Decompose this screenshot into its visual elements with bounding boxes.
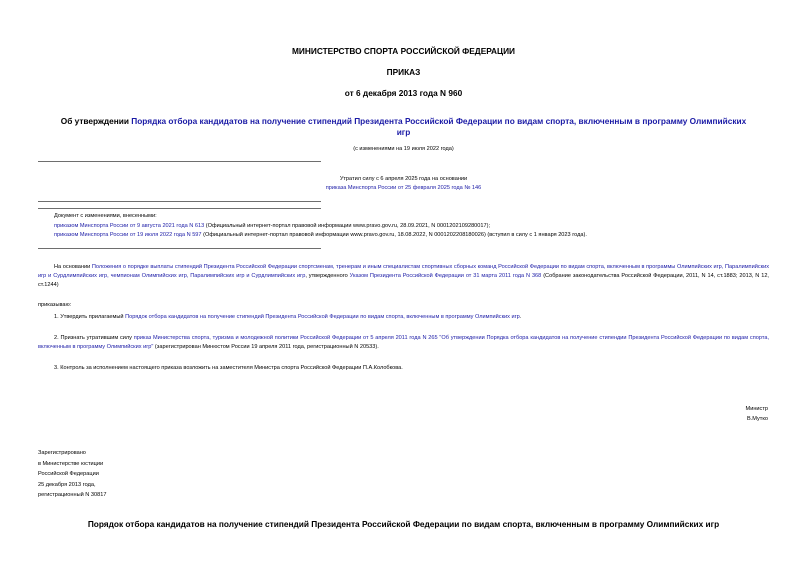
preamble-start: На основании [54,264,92,270]
preamble-regulation-link[interactable]: Положения о порядке выплаты стипендий Президента Российской Федерации спортсменам, тренерам и иным специалистам спортивных сборных команд Российской Федерации по видам спорта, включенным в программы Олимпийских игр, Паралимпийских игр и Сурдлимпийских игр, чемпионам Олимпийских игр, Паралимпийских игр и Сурдлимпийских игр [38,264,769,279]
preamble-paragraph [38,263,769,290]
divider-rule [38,201,321,202]
date-number-heading: от 6 декабря 2013 года N 960 [344,88,463,98]
item-2-link[interactable]: приказ Министерства спорта, туризма и молодежной политики Российской Федерации от 5 апреля 2011 года N 265 "Об утверждении Порядка отбора кандидатов на получение стипендии Президента Российской Федерации по видам спорта, включенным в программу Олимпийских игр" [38,335,770,350]
signature-name: В.Мутко [747,416,768,422]
ministry-heading: МИНИСТЕРСТВО СПОРТА РОССИЙСКОЙ ФЕДЕРАЦИИ [291,46,516,56]
item-1 [54,313,769,322]
item-2-end: (зарегистрирован Минюстом России 19 апреля 2011 года, регистрационный N 20533). [153,344,379,350]
item-1-start: 1. Утвердить прилагаемый [54,314,126,320]
amendment-note: (с изменениями на 19 июля 2022 года) [353,146,454,152]
signature-position: Министр [745,406,768,412]
change-item-2 [54,232,769,240]
change-item-2-text: (Официальный интернет-портал правовой информации www.pravo.gov.ru, 18.08.2022, N 0001202208180026) (вступил в силу с 1 января 2023 года). [201,231,587,238]
change-item-1 [54,223,769,231]
divider-rule [38,248,321,249]
divider-rule [38,208,321,209]
divider-rule [38,161,321,162]
document-title [60,116,747,138]
title-prefix: Об утверждении [60,116,132,126]
changes-block [54,213,769,239]
expired-note: Утратил силу с 6 апреля 2025 года на основании [339,176,468,182]
appendix-title: Порядок отбора кандидатов на получение стипендий Президента Российской Федерации по видам спорта, включенным в программу Олимпийских игр [87,519,720,529]
doc-type-heading: ПРИКАЗ [386,67,421,77]
expired-note-link-row [0,185,807,193]
preamble-end: (Собрание законодательства Российской Федерации, 2011, N 14, ст.1883; 2013, N 12, ст.1244) [38,273,769,288]
registration-line-3: Российской Федерации [38,471,99,477]
changes-intro: Документ с изменениями, внесенными: [54,213,157,219]
item-3: 3. Контроль за исполнением настоящего приказа возложить на заместителя Министра спорта Российской Федерации П.А.Колобкова. [54,365,403,371]
registration-line-5: регистрационный N 30817 [38,492,107,498]
preamble-decree-link[interactable]: Указом Президента Российской Федерации от 31 марта 2011 года N 368 [349,273,542,279]
item-1-end: . [519,314,522,320]
registration-line-4: 25 декабря 2013 года, [38,481,96,488]
preamble-mid: , утвержденного [305,273,350,279]
order-word: приказываю: [38,302,72,308]
registration-line-2: в Министерстве юстиции [38,460,104,467]
registration-line-1: Зарегистрировано [38,450,86,456]
expired-order-link[interactable]: приказа Минспорта России от 25 февраля 2025 года № 146 [325,185,482,191]
item-2 [38,334,769,352]
registration-block [38,448,106,501]
change-item-1-link[interactable]: приказом Минспорта России от 9 августа 2021 года N 613 [54,222,205,229]
item-1-link[interactable]: Порядок отбора кандидатов на получение стипендий Президента Российской Федерации по видам спорта, включенным в программу Олимпийских игр [125,314,520,320]
item-2-start: 2. Признать утратившим силу [54,335,134,341]
change-item-1-text: (Официальный интернет-портал правовой информации www.pravo.gov.ru, 28.09.2021, N 0001202109280017); [204,222,491,229]
change-item-2-link[interactable]: приказом Минспорта России от 19 июля 2022 года N 597 [54,231,202,238]
title-link[interactable]: Порядка отбора кандидатов на получение стипендий Президента Российской Федерации по видам спорта, включенным в программу Олимпийских игр [131,116,747,137]
